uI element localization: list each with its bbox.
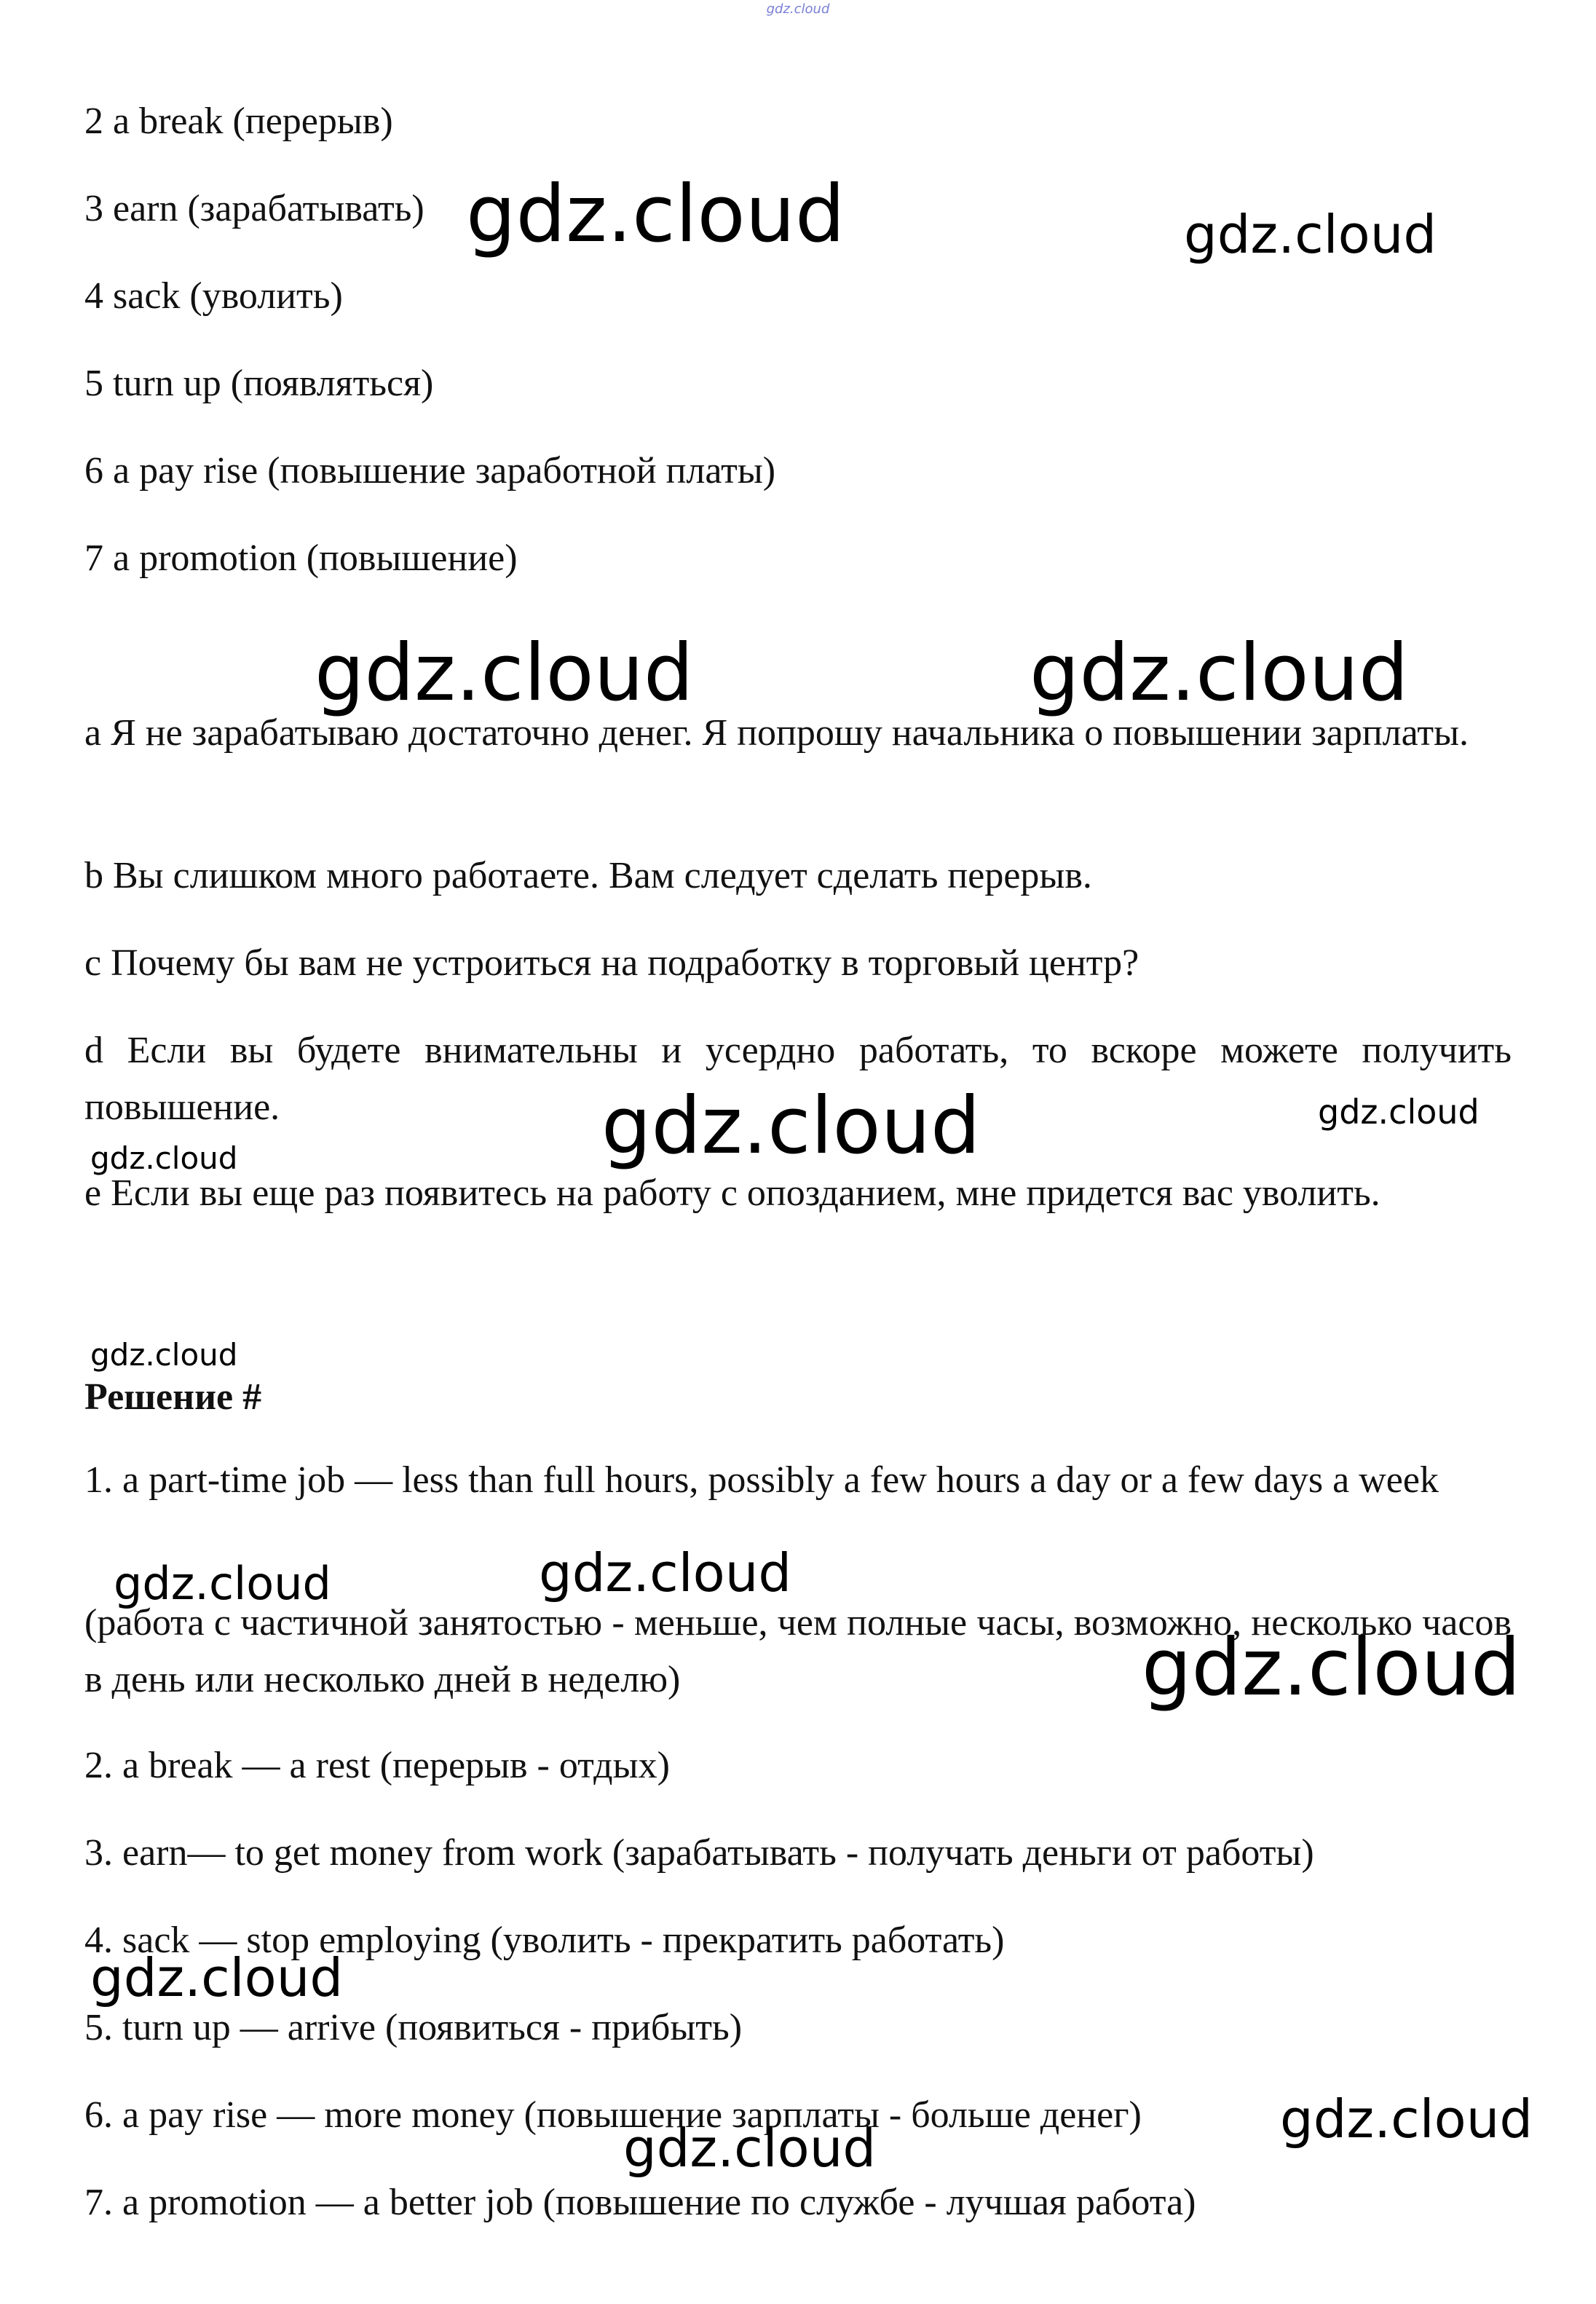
solution-heading: Решение #: [84, 1376, 262, 1418]
watermark: gdz.cloud: [1030, 628, 1409, 719]
watermark: gdz.cloud: [1184, 204, 1437, 265]
word-item: 7 a promotion (повышение): [84, 537, 518, 579]
sentence-item: d Если вы будете внимательны и усердно работать, то вскоре можете получить повышение.: [84, 1030, 1512, 1128]
watermark: gdz.cloud: [539, 1542, 792, 1603]
watermark: gdz.cloud: [315, 628, 694, 719]
word-item: 3 earn (зарабатывать): [84, 188, 424, 229]
solution-translation: (работа с частичной занятостью - меньше, чем полные часы, возможно, несколько часов в день или несколько дней в неделю): [84, 1602, 1512, 1700]
solution-item: 7. a promotion — a better job (повышение по службе - лучшая работа): [84, 2182, 1196, 2223]
watermark: gdz.cloud: [90, 1337, 238, 1373]
watermark: gdz.cloud: [1142, 1622, 1521, 1713]
sentence-item: e Если вы еще раз появитесь на работу с опозданием, мне придется вас уволить.: [84, 1172, 1380, 1214]
solution-item: 5. turn up — arrive (появиться - прибыть): [84, 2007, 743, 2048]
watermark: gdz.cloud: [90, 1140, 238, 1176]
watermark: gdz.cloud: [1318, 1092, 1480, 1132]
sentence-item: c Почему бы вам не устроиться на подработку в торговый центр?: [84, 942, 1139, 984]
watermark: gdz.cloud: [90, 1947, 344, 2008]
sentence-item: a Я не зарабатываю достаточно денег. Я попрошу начальника о повышении зарплаты.: [84, 712, 1469, 754]
word-item: 2 a break (перерыв): [84, 100, 393, 142]
word-item: 6 a pay rise (повышение заработной платы): [84, 450, 776, 492]
solution-item: 3. earn— to get money from work (зарабатывать - получать деньги от работы): [84, 1832, 1314, 1874]
watermark: gdz.cloud: [623, 2118, 877, 2179]
watermark: gdz.cloud: [601, 1081, 981, 1172]
watermark: gdz.cloud: [1280, 2088, 1533, 2150]
watermark: gdz.cloud: [114, 1557, 331, 1610]
sentence-item: b Вы слишком много работаете. Вам следует сделать перерыв.: [84, 855, 1092, 896]
word-item: 4 sack (уволить): [84, 275, 343, 317]
watermark: gdz.cloud: [466, 169, 845, 260]
solution-item: 1. a part-time job — less than full hours, possibly a few hours a day or a few days a week: [84, 1459, 1439, 1501]
solution-item: 4. sack — stop employing (уволить - прекратить работать): [84, 1920, 1005, 1961]
solution-item: 2. a break — a rest (перерыв - отдых): [84, 1745, 670, 1786]
top-watermark: gdz.cloud: [766, 1, 830, 17]
word-item: 5 turn up (появляться): [84, 363, 434, 404]
solution-item: 6. a pay rise — more money (повышение зарплаты - больше денег): [84, 2094, 1142, 2136]
